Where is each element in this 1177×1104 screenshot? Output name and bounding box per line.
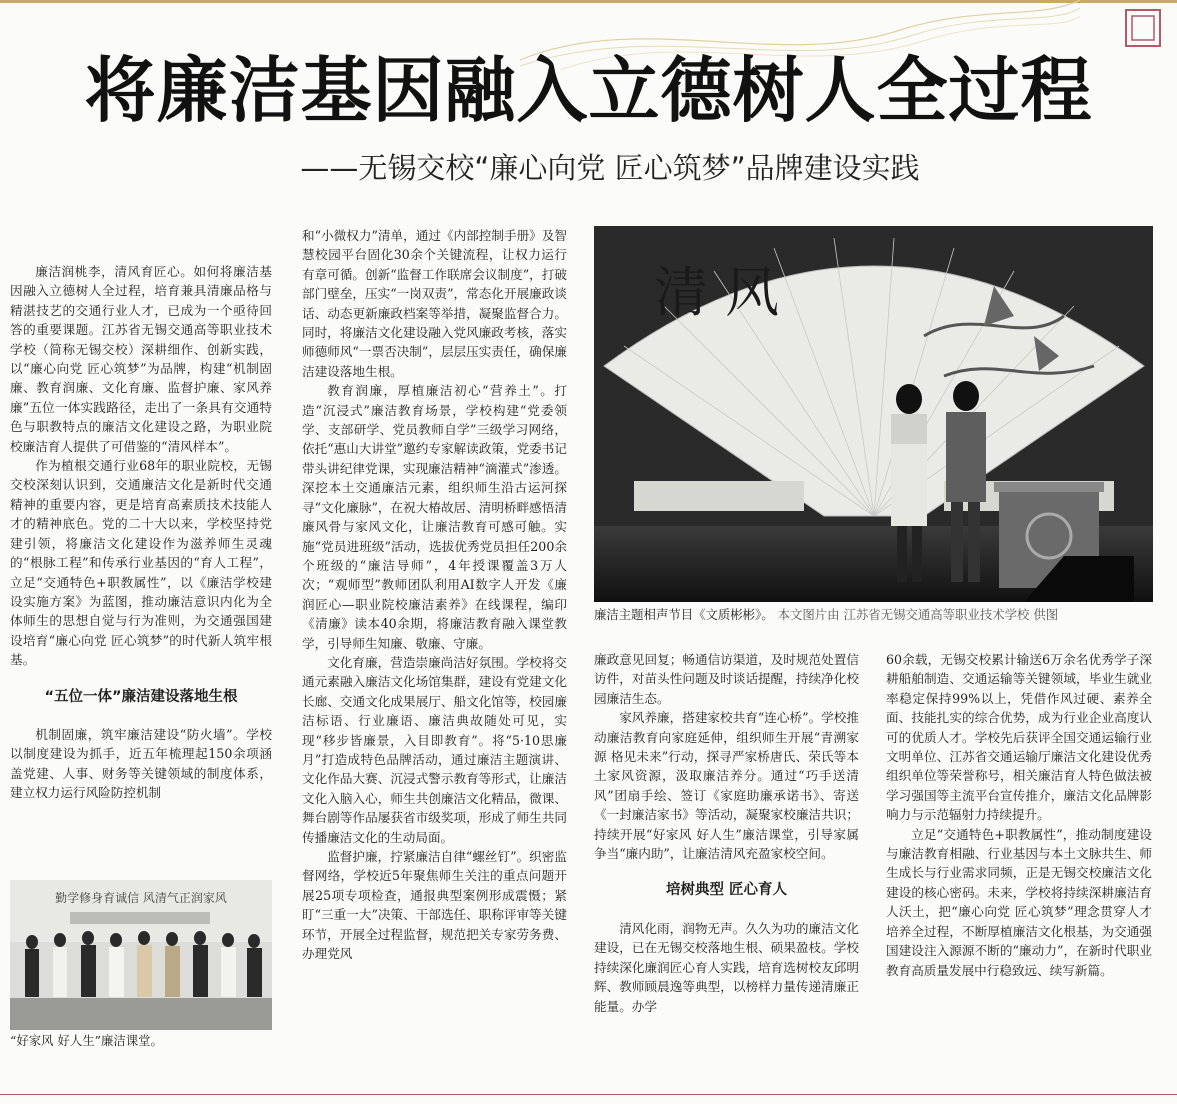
photo-credit: 本文图片由 江苏省无锡交通高等职业技术学校 供图 [777,607,1059,622]
main-photo-caption-text: 廉洁主题相声节目《文质彬彬》。 [594,607,774,622]
body-paragraph: 60余载，无锡交校累计输送6万余名优秀学子深耕船舶制造、交通运输等关键领域，毕业生就业率稳定保持99%以上，凭借作风过硬、素养全面、技能扎实的综合优势，成为行业企业高度认可的优质人才。学校先后获评全国交通运输行业文明单位、江苏省交通运输厅廉洁文化建设优秀组织单位等荣誉称号，相关廉洁育人特色做法被学习强国等主流平台宣传推介，廉洁文化品牌影响力与示范辐射力持续提升。 [886,652,1152,823]
article-column-4 [886,650,1152,980]
body-paragraph: 文化育廉，营造崇廉尚洁好氛围。学校将交通元素融入廉洁文化场馆集群，建设有党建文化长廊、交通文化成果展厅、船文化馆等，校园廉洁标语、行业廉语、廉洁典故随处可见，实现“移步皆廉景，入目即教育”。将“5·10思廉月”打造成特色品牌活动，通过廉洁主题演讲、文化作品大赛、沉浸式警示教育等形式，让廉洁文化入脑入心，师生共创廉洁文化精品，微课、舞台剧等作品屡获省市级奖项，形成了师生共同传播廉洁文化的生动局面。 [302,654,567,845]
body-paragraph: 立足“交通特色+职教属性”，推动制度建设与廉洁教育相融、行业基因与本土文脉共生、师生成长与行业需求同频，正是无锡交校廉洁文化建设的核心密码。未来，学校将持续深耕廉洁育人沃土，把“廉心向党 匠心筑梦”理念贯穿人才培养全过程，不断厚植廉洁文化根基，为交通强国建设注入源源不断的“廉动力”，在新时代职业教育高质量发展中行稳致远、续写新篇。 [886,826,1152,978]
body-paragraph: 机制固廉，筑牢廉洁建设“防火墙”。学校以制度建设为抓手，近五年梳理起150余项涵盖党建、人事、财务等关键领域的制度体系，建立权力运行风险防控机制 [10,726,272,801]
group-photo-illustration [10,880,272,1030]
body-paragraph: 廉洁润桃李，清风育匠心。如何将廉洁基因融入立德树人全过程，培育兼具清廉品格与精湛技艺的交通行业人才，已成为一个亟待回答的重要课题。江苏省无锡交通高等职业技术学校（简称无锡交校）深耕细作、创新实践，以“廉心向党 匠心筑梦”为品牌，构建“机制固廉、教育润廉、文化育廉、监督护廉、家风养廉”五位一体实践路径，走出了一条具有交通特色与职教特点的廉洁文化建设之路，为职业院校廉洁育人提供了可借鉴的“清风样本”。 [10,264,272,454]
small-photo-family-virtue-class [10,880,272,1030]
corner-emblem [1120,6,1166,50]
body-paragraph: 和“小微权力”清单，通过《内部控制手册》及智慧校园平台固化30余个关键流程，让权力运行有章可循。创新“监督工作联席会议制度”，打破部门壁垒，压实“一岗双责”，常态化开展廉政谈话、动态更新廉政档案等举措，凝聚监督合力。同时，将廉洁文化建设融入党风廉政考核，落实师德师风“一票否决制”，层层压实责任，确保廉洁建设落地生根。 [302,228,567,379]
banner-text: 勤学修身育诚信 风清气正润家风 [55,891,227,905]
article-column-2 [302,226,567,963]
stage-scene-illustration [594,226,1153,602]
small-photo-caption: “好家风 好人生”廉洁课堂。 [10,1033,163,1048]
main-photo-crosstalk-performance [594,226,1153,602]
body-paragraph: 监督护廉，拧紧廉洁自律“螺丝钉”。织密监督网络，学校近5年聚焦师生关注的重点问题开展25项专项检查，通报典型案例形成震慑；紧盯“三重一大”决策、干部选任、职称评审等关键环节，开展全过程监督，规范把关专家劳务费、办理党风 [302,849,567,962]
article-column-1 [10,262,272,803]
body-paragraph: 作为植根交通行业68年的职业院校，无锡交校深刻认识到，交通廉洁文化是新时代交通精神的重要内容，更是培育高素质技术技能人才的精神底色。党的二十大以来，学校坚持党建引领，将廉洁文化建设作为滋养师生灵魂的“根脉工程”和传承行业基因的“育人工程”，立足“交通特色+职教属性”，以《廉洁学校建设实施方案》为蓝图，推动廉洁意识内化为全体师生的思想自觉与行为准则，为交通强国建设培育“廉心向党 匠心筑梦”的时代新人筑牢根基。 [10,458,272,668]
section-heading-role-models: 培树典型 匠心育人 [665,882,788,899]
main-photo-caption [594,606,1154,624]
article-subheadline: ——无锡交校“廉心向党 匠心筑梦”品牌建设实践 [300,151,920,185]
article-column-3 [594,650,859,1016]
fan-calligraphy-text: 清 风 [654,261,780,324]
bottom-rule [0,1094,1177,1095]
section-heading-five-in-one: “五位一体”廉洁建设落地生根 [44,688,238,705]
body-paragraph: 家风养廉，搭建家校共育“连心桥”。学校推动廉洁教育向家庭延伸，组织师生开展“青溯家源 格见未来”行动，探寻严家桥唐氏、荣氏等本土家风资源，汲取廉洁养分。通过“巧手送清风”团扇手绘、签订《家庭助廉承诺书》、寄送《一封廉洁家书》等活动，凝聚家校廉洁共识；持续开展“好家风 好人生”廉洁课堂，引导家属争当“廉内助”，让廉洁清风充盈家校空间。 [594,710,859,862]
body-paragraph: 清风化雨，润物无声。久久为功的廉洁文化建设，已在无锡交校落地生根、硕果盈枝。学校持续深化廉润匠心育人实践，培育选树校友邱明辉、教师顾晨逸等典型，以榜样力量传递清廉正能量。办学 [594,920,859,1014]
body-paragraph: 教育润廉，厚植廉洁初心“营养土”。打造“沉浸式”廉洁教育场景，学校构建“党委领学、支部研学、党员教师自学”三级学习网络，依托“惠山大讲堂”邀约专家解读政策，党委书记带头讲纪律党课，实现廉洁精神“滴灌式”渗透。深挖本土交通廉洁元素，组织师生沿古运河探寻“文化廉脉”，在祝大椿故居、清明桥畔感悟清廉风骨与家风文化，让廉洁教育可感可触。实施“党员进班级”活动，选拔优秀党员担任200余个班级的“廉洁导师”，4年授课覆盖3万人次；“观师型”教师团队利用AI数字人开发《廉润匠心—职业院校廉洁素养》在线课程，编印《清廉》读本40余期，将廉洁教育融入课堂教学，引导师生知廉、敬廉、守廉。 [302,383,567,651]
body-paragraph: 廉政意见回复；畅通信访渠道，及时规范处置信访件，对苗头性问题及时谈话提醒，持续净化校园廉洁生态。 [594,652,859,706]
article-headline: 将廉洁基因融入立德树人全过程 [84,49,1093,132]
